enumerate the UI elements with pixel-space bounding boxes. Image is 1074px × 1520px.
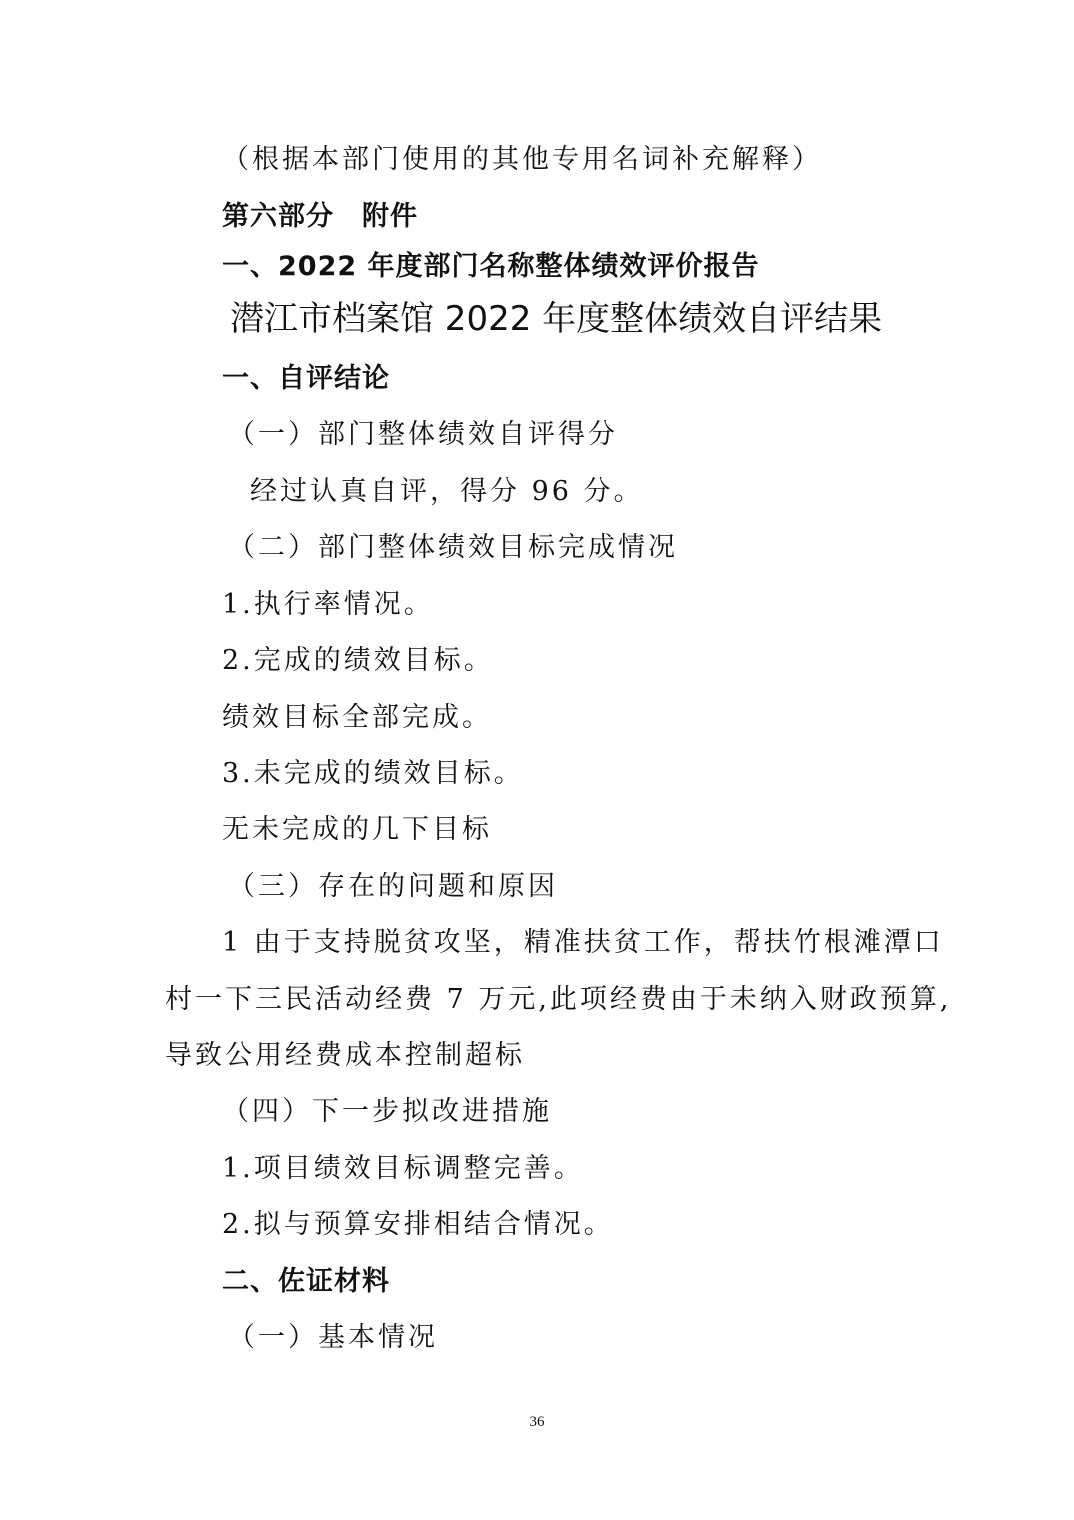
item-uncompleted-goals: 3.未完成的绩效目标。 (222, 758, 524, 789)
problem-paragraph-line-2: 村一下三民活动经费 7 万元,此项经费由于未纳入财政预算, (165, 984, 952, 1015)
completed-goals-text: 绩效目标全部完成。 (222, 702, 492, 733)
improvement-item-1: 1.项目绩效目标调整完善。 (222, 1153, 584, 1184)
subheading-improvements: （四）下一步拟改进措施 (222, 1096, 552, 1127)
item-execution-rate: 1.执行率情况。 (222, 589, 434, 620)
section-heading-part6: 第六部分 附件 (222, 201, 418, 232)
note-line: （根据本部门使用的其他专用名词补充解释） (222, 144, 822, 175)
heading-conclusion: 一、自评结论 (222, 363, 390, 394)
subheading-basic-info: （一）基本情况 (228, 1322, 438, 1353)
score-text: 经过认真自评，得分 96 分。 (250, 476, 644, 507)
item-completed-goals: 2.完成的绩效目标。 (222, 645, 494, 676)
subheading-score: （一）部门整体绩效自评得分 (228, 419, 618, 450)
subheading-goals: （二）部门整体绩效目标完成情况 (228, 532, 678, 563)
attachment-heading: 一、2022 年度部门名称整体绩效评价报告 (222, 251, 760, 282)
heading-evidence: 二、佐证材料 (222, 1266, 390, 1297)
page-number: 36 (529, 1414, 545, 1430)
problem-paragraph-line-3: 导致公用经费成本控制超标 (165, 1040, 525, 1071)
problem-paragraph-line-1: 1 由于支持脱贫攻坚，精准扶贫工作，帮扶竹根滩潭口 (222, 927, 944, 958)
document-title: 潜江市档案馆 2022 年度整体绩效自评结果 (230, 299, 883, 339)
subheading-problems: （三）存在的问题和原因 (228, 871, 558, 902)
uncompleted-goals-text: 无未完成的几下目标 (222, 814, 492, 845)
improvement-item-2: 2.拟与预算安排相结合情况。 (222, 1209, 614, 1240)
